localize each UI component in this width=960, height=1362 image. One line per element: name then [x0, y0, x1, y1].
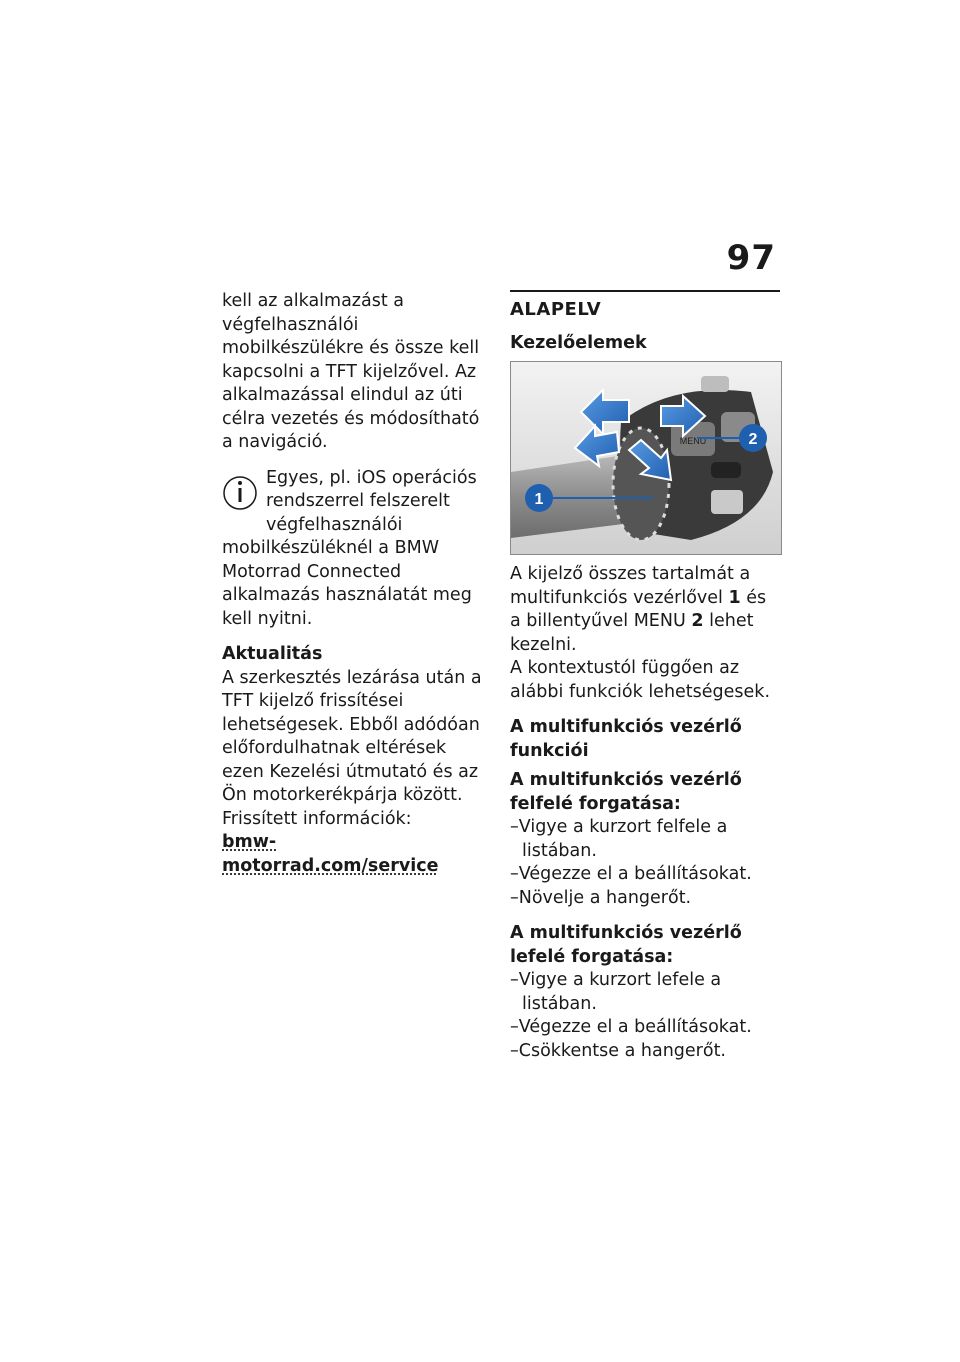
callout-1-number: 1 — [534, 491, 544, 508]
top-switch — [701, 376, 729, 392]
desc-part-2: és a billentyűvel MENU — [510, 587, 767, 631]
actuality-heading: Aktualitás — [222, 644, 323, 664]
list-item: – Végezze el a beállításokat. — [510, 863, 780, 887]
left-column — [222, 290, 492, 878]
service-link[interactable]: bmw-motorrad.com/service — [222, 832, 439, 876]
rotate-up-list — [510, 816, 780, 910]
controls-description — [510, 563, 780, 657]
right-column — [510, 290, 780, 1075]
controls-figure — [510, 361, 782, 555]
small-toggle — [711, 462, 741, 478]
menu-label: MENU — [679, 436, 707, 446]
note-text: Egyes, pl. iOS operációs rendszerrel felszerelt végfelhasználói mobilkészüléknél a BMW Motorrad Connected alkalmazás használatát meg kell nyitni. — [222, 467, 477, 629]
list-item: – Vigye a kurzort lefele a listában. — [510, 969, 780, 1016]
info-note — [222, 467, 492, 632]
functions-heading: A multifunkciós vezérlő funkciói — [510, 717, 742, 761]
list-item: – Növelje a hangerőt. — [510, 887, 780, 911]
rotate-down-list — [510, 969, 780, 1063]
desc-part-1: A kijelző összes tartalmát a multifunkciós vezérlővel — [510, 564, 751, 608]
controls-heading: Kezelőelemek — [510, 332, 647, 353]
list-item: – Vigye a kurzort felfele a listában. — [510, 816, 780, 863]
lower-switch — [711, 490, 743, 514]
callout-2-number: 2 — [748, 431, 758, 448]
info-icon — [222, 473, 258, 519]
intro-paragraph: kell az alkalmazást a végfelhasználói mobilkészülékre és össze kell kapcsolni a TFT kijelzővel. Az alkalmazással elindul az úti célra vezetés és módosítható a navigáció. — [222, 291, 480, 452]
section-title: ALAPELV — [510, 299, 602, 320]
desc-ref-1: 1 — [728, 587, 741, 608]
list-item: – Csökkentse a hangerőt. — [510, 1040, 780, 1064]
rotate-down-heading: A multifunkciós vezérlő lefelé forgatása: — [510, 923, 742, 967]
desc-ref-2: 2 — [691, 611, 704, 631]
context-text: A kontextustól függően az alábbi funkciók lehetségesek. — [510, 658, 771, 702]
actuality-text: A szerkesztés lezárása után a TFT kijelző frissítései lehetségesek. Ebből adódóan előfordulhatnak eltérések ezen Kezelési útmutató és az Ön motorkerékpárja között. Frissített információk: — [222, 667, 482, 829]
desc-part-3: lehet kezelni. — [510, 611, 754, 655]
rotate-up-heading: A multifunkciós vezérlő felfelé forgatása: — [510, 770, 742, 814]
list-item: – Végezze el a beállításokat. — [510, 1016, 780, 1040]
page-number: 97 — [726, 238, 776, 278]
handlebar-illustration — [511, 362, 781, 554]
section-divider — [510, 290, 780, 322]
